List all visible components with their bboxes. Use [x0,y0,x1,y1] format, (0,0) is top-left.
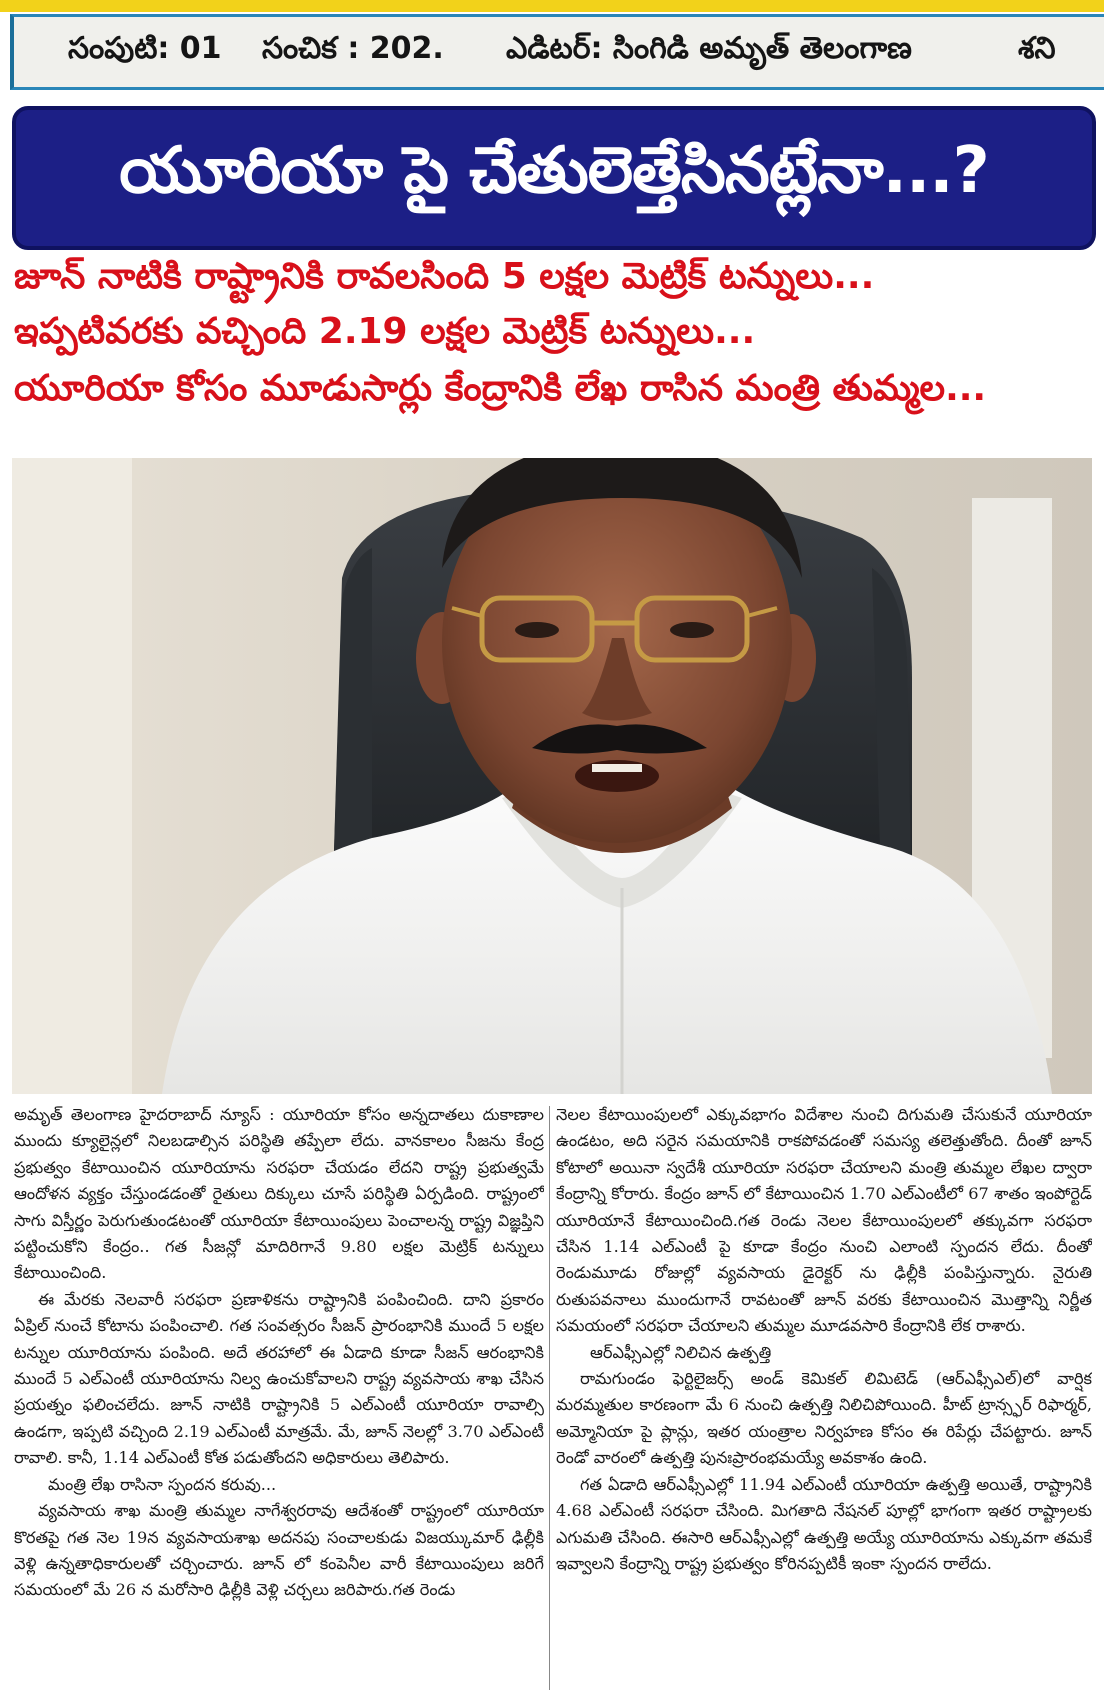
paragraph: నెలల కేటాయింపులలో ఎక్కువభాగం విదేశాల నుంచి దిగుమతి చేసుకునే యూరియా ఉండటం, అది సరైన సమయానికి రాకపోవడంతో సమస్య తలెత్తుతోంది. దీంతో జూన్ కోటాలో అయినా స్వదేశీ యూరియా సరఫరా చేయాలని మంత్రి తుమ్మల లేఖల ద్వారా కేంద్రాన్ని కోరారు. కేంద్రం జూన్ లో కేటాయించిన 1.70 ఎల్ఎంటీలో 67 శాతం ఇంపోర్టెడ్ యూరియానే కేటాయించింది.గత రెండు నెలల కేటాయింపులలో తక్కువగా సరఫరా చేసిన 1.14 ఎల్ఎంటీ పై కూడా కేంద్రం నుంచి ఎలాంటి స్పందన లేదు. దీంతో రెండుమూడు రోజుల్లో వ్యవసాయ డైరెక్టర్ ను ఢిల్లీకి పంపిస్తున్నారు. నైరుతి రుతుపవనాలు ముందుగానే రావటంతో జూన్ వరకు కేటాయించిన మొత్తాన్ని నిర్ణీత సమయంలో సరఫరా చేయాలని తుమ్మల మూడవసారి కేంద్రానికి లేక రాశారు. [556,1105,1092,1336]
volume-label: సంపుటి: 01 [68,31,222,66]
paragraph: రామగుండం ఫెర్టిలైజర్స్ అండ్ కెమికల్ లిమిటెడ్ (ఆర్ఎఫ్సీఎల్)లో వార్షిక మరమ్మతుల కారణంగా మే 6 నుంచి ఉత్పత్తి నిలిచిపోయింది. హీట్ ట్రాన్స్ఫర్ రిఫార్మర్, అమ్మోనియా పై ప్లాన్లు, ఇతర యంత్రాల నిర్వహణ కోసం ఈ రిపేర్లు చేపట్టారు. జూన్ రెండో వారంలో ఉత్పత్తి పునఃప్రారంభమయ్యే అవకాశం ఉంది. [556,1369,1092,1468]
section-subheading: ఆర్ఎఫ్సీఎల్లో నిలిచిన ఉత్పత్తి [590,1342,772,1362]
article-column-right [556,1102,1092,1692]
minister-photo-illustration [12,458,1092,1094]
top-color-strip [0,0,1104,12]
subhead-2: ఇప్పటివరకు వచ్చింది 2.19 లక్షల మెట్రిక్ టన్నులు... [14,311,756,352]
article-column-left [14,1102,544,1692]
paragraph: వ్యవసాయ శాఖ మంత్రి తుమ్మల నాగేశ్వరరావు ఆదేశంతో రాష్ట్రంలో యూరియా కొరతపై గత నెల 19న వ్యవసాయశాఖ అదనపు సంచాలకుడు విజయ్కుమార్ ఢిల్లీకి వెళ్లి ఉన్నతాధికారులతో చర్చించారు. జూన్ లో కంపెనీల వారీ కేటాయింపులు జరిగే సమయంలో మే 26 న మరోసారి ఢిల్లీకి వెళ్లి చర్చలు జరిపారు.గత రెండు [14,1501,544,1600]
headline-banner [12,106,1096,250]
issue-label: సంచిక : 202. [262,31,444,66]
masthead-bar [10,14,1104,90]
minister-photo [12,458,1092,1094]
editor-label: ఎడిటర్: సింగిడి అమృత్ తెలంగాణ [506,31,912,66]
column-divider [549,1106,550,1690]
subhead-3: యూరియా కోసం మూడుసార్లు కేంద్రానికి లేఖ రాసిన మంత్రి తుమ్మల... [14,368,987,409]
subhead-1: జూన్ నాటికి రాష్ట్రానికి రావలసింది 5 లక్షల మెట్రిక్ టన్నులు... [14,256,875,297]
paragraph: గత ఏడాది ఆర్ఎఫ్సీఎల్లో 11.94 ఎల్ఎంటీ యూరియా ఉత్పత్తి అయితే, రాష్ట్రానికి 4.68 ఎల్ఎంటీ సరఫరా చేసింది. మిగతాది నేషనల్ పూల్లో భాగంగా ఇతర రాష్ట్రాలకు ఎగుమతి చేసింది. ఈసారి ఆర్ఎఫ్సీఎల్లో ఉత్పత్తి అయ్యే యూరియాను ఎక్కువగా తమకే ఇవ్వాలని కేంద్రాన్ని రాష్ట్ర ప్రభుత్వం కోరినప్పటికీ ఇంకా స్పందన రాలేదు. [556,1474,1092,1573]
section-subheading: మంత్రి లేఖ రాసినా స్పందన కరువు... [48,1474,277,1494]
paragraph: ఈ మేరకు నెలవారీ సరఫరా ప్రణాళికను రాష్ట్రానికి పంపించింది. దాని ప్రకారం ఏప్రిల్ నుంచే కోటాను పంపించాలి. గత సంవత్సరం సీజన్ ప్రారంభానికి ముందే 5 లక్షల టన్నుల యూరియాను పంపింది. అదే తరహాలో ఈ ఏడాది కూడా సీజన్ ఆరంభానికి ముందే 5 ఎల్ఎంటీ యూరియాను నిల్వ ఉంచుకోవాలని రాష్ట్ర వ్యవసాయ శాఖ చేసిన ప్రయత్నం ఫలించలేదు. జూన్ నాటికి రాష్ట్రానికి 5 ఎల్ఎంటీ యూరియా రావాల్సి ఉండగా, ఇప్పటి వచ్చింది 2.19 ఎల్ఎంటీ మాత్రమే. మే, జూన్ నెలల్లో 3.70 ఎల్ఎంటీ రావాలి. కానీ, 1.14 ఎల్ఎంటీ కోత పడుతోందని అధికారులు తెలిపారు. [14,1289,544,1468]
paragraph: అమృత్ తెలంగాణ హైదరాబాద్ న్యూస్ : యూరియా కోసం అన్నదాతలు దుకాణాల ముందు క్యూలైన్లలో నిలబడాల్సిన పరిస్థితి తప్పేలా లేదు. వానకాలం సీజను కేంద్ర ప్రభుత్వం కేటాయించిన యూరియాను సరఫరా చేయడం లేదని రాష్ట్ర ప్రభుత్వమే ఆందోళన వ్యక్తం చేస్తుండడంతో రైతులు దిక్కులు చూసే పరిస్థితి ఏర్పడింది. రాష్ట్రంలో సాగు విస్తీర్ణం పెరుగుతుండటంతో యూరియా కేటాయింపులు పెంచాలన్న రాష్ట్ర విజ్ఞప్తిని పట్టించుకోని కేంద్రం.. గత సీజన్లో మాదిరిగానే 9.80 లక్షల మెట్రిక్ టన్నులు కేటాయించింది. [14,1105,544,1283]
headline: యూరియా పై చేతులెత్తేసినట్లేనా...? [119,133,989,208]
day-label: శని [1018,31,1056,66]
